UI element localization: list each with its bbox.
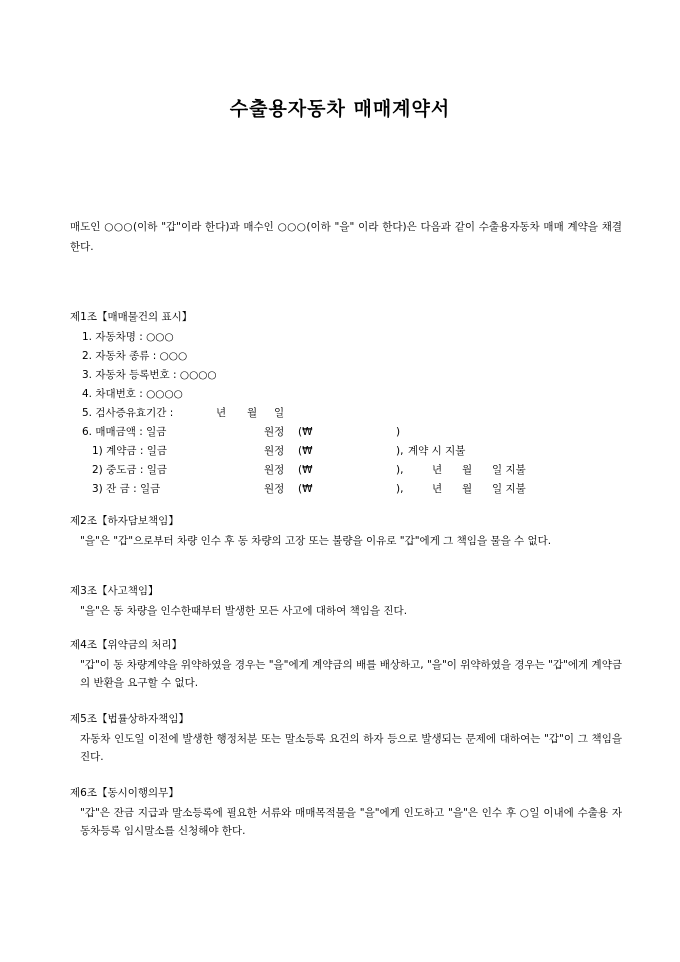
balance-month: 월 xyxy=(462,483,473,495)
balance-label: 3) 잔 금 : 일금 xyxy=(92,483,161,495)
article-5-heading: 제5조【법률상하자책임】 xyxy=(70,713,189,725)
interim-won-sign: (₩ xyxy=(298,464,313,476)
vehicle-name-row xyxy=(70,328,622,347)
registration-number: 3. 자동차 등록번호 : ○○○○ xyxy=(82,369,217,381)
article-4-heading: 제4조【위약금의 처리】 xyxy=(70,639,183,651)
article-3-text: "을"은 동 차량을 인수한때부터 발생한 모든 사고에 대하여 책임을 진다. xyxy=(80,605,408,617)
interim-year: 년 xyxy=(432,464,443,476)
balance-won: 원정 xyxy=(264,483,285,495)
deposit-label: 1) 계약금 : 일금 xyxy=(92,445,168,457)
price-won: 원정 xyxy=(264,426,285,438)
payment-row-balance xyxy=(70,480,622,499)
document-title: 수출용자동차 매매계약서 xyxy=(229,98,451,120)
price-label: 6. 매매금액 : 일금 xyxy=(82,426,167,438)
deposit-won-sign: (₩ xyxy=(298,445,313,457)
inspection-month: 월 xyxy=(247,407,258,419)
inspection-day: 일 xyxy=(274,407,285,419)
payment-row-interim xyxy=(70,461,622,480)
chassis-number: 4. 차대번호 : ○○○○ xyxy=(82,388,183,400)
chassis-row xyxy=(70,385,622,404)
deposit-close: ), xyxy=(396,445,404,457)
interim-tail: 일 지불 xyxy=(492,464,526,476)
inspection-row xyxy=(70,404,622,423)
article-2 xyxy=(70,512,622,550)
article-3 xyxy=(70,582,622,620)
balance-won-sign: (₩ xyxy=(298,483,313,495)
price-close: ) xyxy=(396,426,401,438)
deposit-tail: 계약 시 지불 xyxy=(408,445,466,457)
article-3-heading: 제3조【사고책임】 xyxy=(70,585,159,597)
deposit-won: 원정 xyxy=(264,445,285,457)
article-6-text: "갑"은 잔금 지급과 말소등록에 필요한 서류와 매매목적물을 "을"에게 인도하고 "을"은 인수 후 ○일 이내에 수출용 자동차등록 임시말소를 신청해야 한다. xyxy=(80,807,622,837)
article-5-text: 자동차 인도일 이전에 발생한 행정처분 또는 말소등록 요건의 하자 등으로 발생되는 문제에 대하여는 "갑"이 그 책임을 진다. xyxy=(80,733,622,763)
interim-month: 월 xyxy=(462,464,473,476)
article-4-text: "갑"이 동 차량계약을 위약하였을 경우는 "을"에게 계약금의 배를 배상하고, "을"이 위약하였을 경우는 "갑"에게 계약금의 반환을 요구할 수 없다. xyxy=(80,659,622,689)
interim-close: ), xyxy=(396,464,404,476)
payment-row-deposit xyxy=(70,442,622,461)
balance-year: 년 xyxy=(432,483,443,495)
article-1 xyxy=(70,308,622,499)
article-6 xyxy=(70,784,622,840)
article-4 xyxy=(70,636,622,692)
article-2-text: "을"은 "갑"으로부터 차량 인수 후 동 차량의 고장 또는 불량을 이유로 "갑"에게 그 책임을 물을 수 없다. xyxy=(80,535,552,547)
article-5 xyxy=(70,710,622,766)
inspection-year: 년 xyxy=(216,407,227,419)
article-2-heading: 제2조【하자담보책임】 xyxy=(70,515,179,527)
intro-paragraph: 매도인 ○○○(이하 "갑"이라 한다)과 매수인 ○○○(이하 "을" 이라 한다)은 다음과 같이 수출용자동차 매매 계약을 채결한다. xyxy=(70,221,622,253)
interim-won: 원정 xyxy=(264,464,285,476)
inspection-label: 5. 검사증유효기간 : xyxy=(82,407,174,419)
interim-label: 2) 중도금 : 일금 xyxy=(92,464,168,476)
price-row xyxy=(70,423,622,442)
vehicle-name: 1. 자동차명 : ○○○ xyxy=(82,331,174,343)
article-6-heading: 제6조【동시이행의무】 xyxy=(70,787,179,799)
article-1-heading: 제1조【매매물건의 표시】 xyxy=(70,311,193,323)
price-won-sign: (₩ xyxy=(298,426,313,438)
balance-tail: 일 지불 xyxy=(492,483,526,495)
vehicle-type: 2. 자동차 종류 : ○○○ xyxy=(82,350,188,362)
registration-row xyxy=(70,366,622,385)
balance-close: ), xyxy=(396,483,404,495)
vehicle-type-row xyxy=(70,347,622,366)
